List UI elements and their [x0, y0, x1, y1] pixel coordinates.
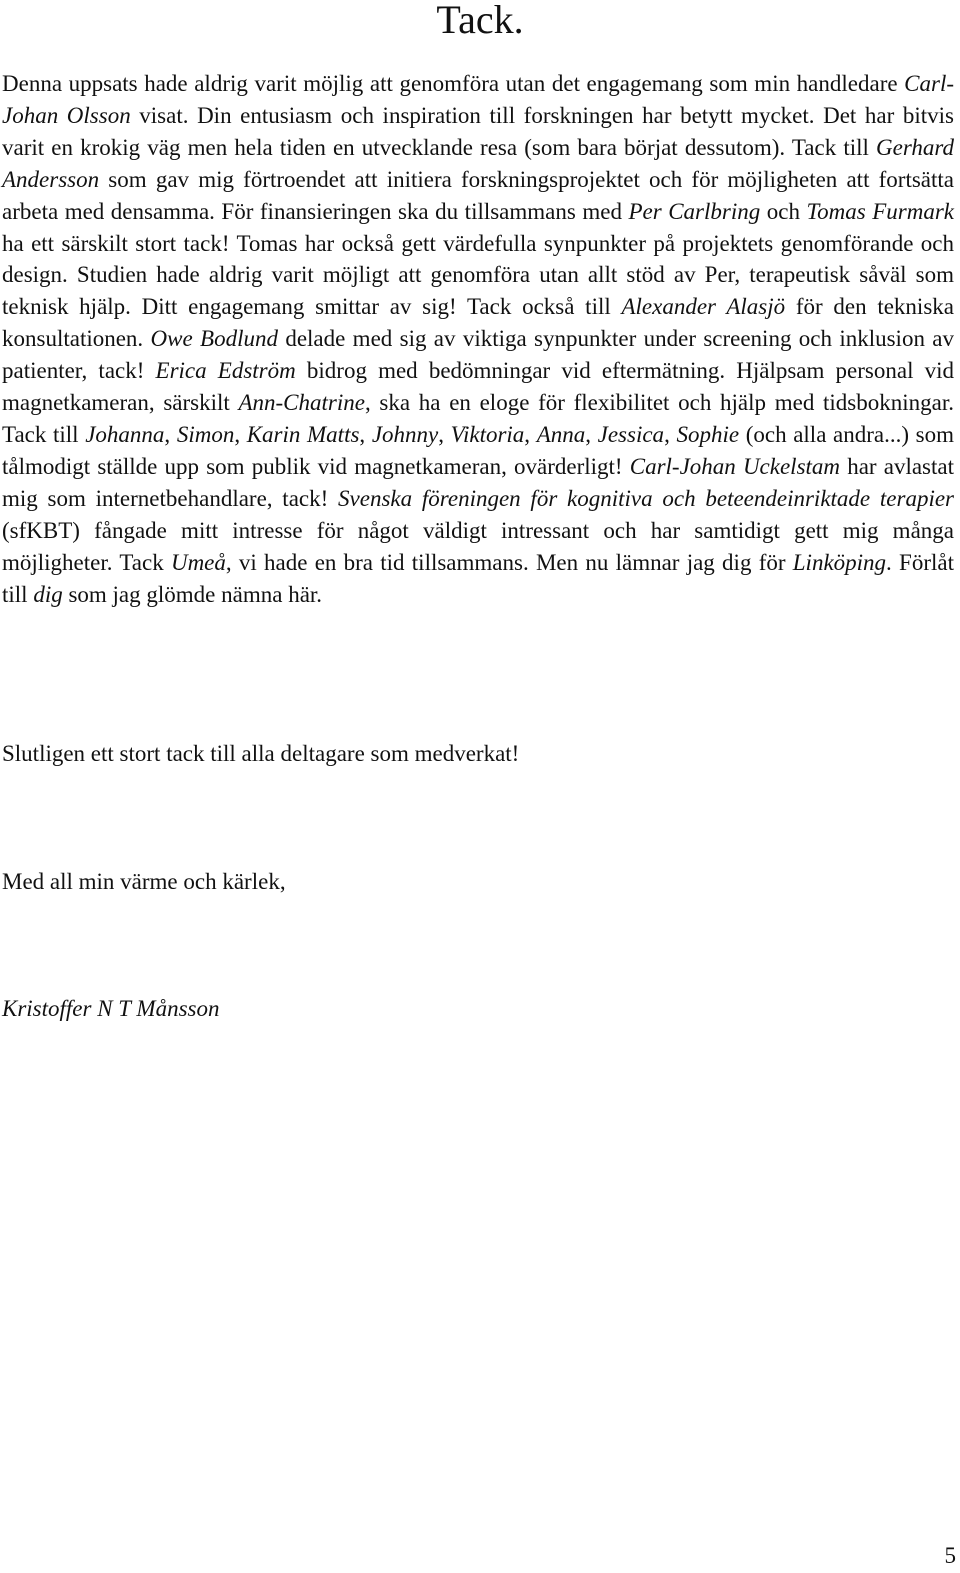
paragraph-text: . Förlåt till: [2, 549, 954, 607]
italic-name: Owe Bodlund: [150, 326, 278, 352]
paragraph-text: visat. Din entusiasm och inspiration till forskningen har betytt mycket. Det har bitvis varit en krokig väg men hela tiden en utvecklande resa (som bara börjat dessutom). Tack till: [2, 102, 954, 160]
paragraph-text: ,: [664, 421, 677, 447]
page-number: 5: [944, 1543, 956, 1568]
italic-name: Johnny: [371, 421, 439, 447]
paragraph-text: ,: [234, 421, 247, 447]
italic-name: Carl-Johan Olsson: [2, 71, 954, 128]
italic-name: Per Carlbring: [628, 198, 761, 224]
paragraph-text: , vi hade en bra tid tillsammans. Men nu lämnar jag dig för: [225, 549, 793, 575]
page-title: Tack.: [436, 0, 524, 42]
italic-name: Gerhard Andersson: [2, 134, 954, 192]
italic-name: Sophie: [676, 421, 740, 447]
italic-name: Anna: [536, 421, 586, 447]
paragraph-text: , ska ha en eloge för flexibilitet och hjälp med tidsbokningar. Tack till: [2, 390, 954, 447]
paragraph-text: Denna uppsats hade aldrig varit möjlig att genomföra utan det engagemang som min handledare: [2, 71, 905, 96]
italic-name: Karin Matts: [246, 421, 360, 447]
italic-name: Umeå: [170, 549, 226, 575]
italic-name: Alexander Alasjö: [621, 294, 786, 320]
acknowledgement-paragraph: [2, 68, 954, 610]
italic-name: Tomas Furmark: [806, 198, 954, 224]
paragraph-text: delade med sig av viktiga synpunkter under screening och inklusion av patienter, tack!: [2, 326, 954, 384]
paragraph-text: ,: [359, 421, 372, 447]
italic-name: dig: [33, 581, 63, 607]
italic-name: Johanna: [85, 421, 165, 447]
paragraph-text: ,: [438, 421, 451, 447]
greeting-line: Med all min värme och kärlek,: [2, 869, 286, 894]
paragraph-text: ha ett särskilt stort tack! Tomas har också gett värdefulla synpunkter på projektets genomförande och design. Studien hade aldrig varit möjligt att genomföra utan allt stöd av Per, terapeutisk såväl som teknisk hjälp. Ditt engagemang smittar av sig! Tack också till: [2, 230, 954, 320]
italic-name: Ann-Chatrine: [238, 390, 365, 416]
paragraph-text: bidrog med bedömningar vid eftermätning. Hjälpsam personal vid magnetkameran, särskilt: [2, 358, 954, 416]
paragraph-text: ,: [524, 421, 537, 447]
paragraph-text: som gav mig förtroendet att initiera forskningsprojektet och för möjligheten att fortsätta arbeta med densamma. För finansieringen ska du tillsammans med: [2, 166, 954, 224]
paragraph-text: (sfKBT) fångade mitt intresse för något väldigt intressant och har samtidigt gett mig många möjligheter. Tack: [2, 517, 954, 575]
paragraph-text: för den tekniska konsultationen.: [2, 294, 954, 352]
italic-name: Erica Edström: [155, 358, 296, 384]
italic-name: Viktoria: [450, 421, 525, 447]
paragraph-text: och: [760, 198, 807, 224]
closing-line: Slutligen ett stort tack till alla deltagare som medverkat!: [2, 741, 520, 766]
italic-name: Linköping: [792, 549, 887, 575]
italic-name: Simon: [176, 421, 235, 447]
paragraph-text: har avlastat mig som internetbehandlare, tack!: [2, 453, 954, 511]
italic-name: Carl-Johan Uckelstam: [629, 453, 841, 479]
italic-name: Jessica: [597, 421, 665, 447]
paragraph-text: ,: [164, 421, 177, 447]
paragraph-text: ,: [585, 421, 598, 447]
signature: Kristoffer N T Månsson: [2, 996, 220, 1021]
paragraph-text: som jag glömde nämna här.: [62, 581, 323, 607]
italic-name: Svenska föreningen för kognitiva och beteendeinriktade terapier: [338, 485, 954, 511]
paragraph-text: (och alla andra...) som tålmodigt ställde upp som publik vid magnetkameran, ovärderligt!: [2, 421, 955, 479]
